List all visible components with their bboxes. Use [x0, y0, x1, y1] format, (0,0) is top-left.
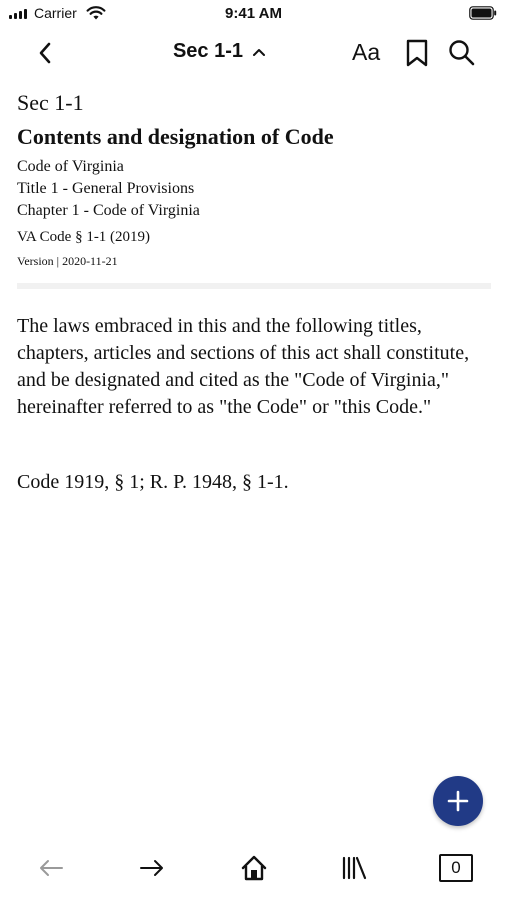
- chapter-line: Chapter 1 - Code of Virginia: [17, 202, 200, 219]
- back-button[interactable]: [30, 38, 60, 68]
- section-history: Code 1919, § 1; R. P. 1948, § 1-1.: [17, 471, 289, 493]
- font-size-button[interactable]: Aa: [352, 39, 381, 65]
- title-line: Title 1 - General Provisions: [17, 180, 195, 197]
- nav-bar: [0, 28, 507, 78]
- carrier-label: Carrier: [34, 5, 77, 21]
- library-button[interactable]: [334, 850, 374, 886]
- home-button[interactable]: [234, 850, 274, 886]
- section-heading: Contents and designation of Code: [17, 124, 334, 149]
- citation: VA Code § 1-1 (2019): [17, 229, 151, 245]
- status-time: 9:41 AM: [225, 5, 282, 22]
- section-title-toggle[interactable]: [140, 40, 300, 63]
- code-name: Code of Virginia: [17, 158, 124, 175]
- version-label: Version | 2020-11-21: [17, 254, 118, 268]
- section-header: [17, 88, 492, 270]
- tabs-button[interactable]: [436, 850, 476, 886]
- bottom-toolbar: [0, 840, 507, 896]
- search-icon[interactable]: [447, 38, 477, 68]
- add-fab-button[interactable]: [433, 776, 483, 826]
- plus-icon: [447, 790, 469, 812]
- battery-icon: [469, 6, 497, 20]
- header-divider: [17, 283, 491, 289]
- section-id: Sec 1-1: [17, 90, 84, 115]
- home-icon: [240, 854, 268, 882]
- chevron-up-icon: [251, 46, 267, 58]
- history-back-button[interactable]: [31, 850, 71, 886]
- bookmark-icon[interactable]: [404, 38, 430, 68]
- arrow-right-icon: [139, 858, 165, 878]
- section-body: The laws embraced in this and the following titles, chapters, articles and sections of this act shall constitute, and be designated and cited as the "Code of Virginia," hereinafter referred to as "the Code" or "this Code.": [17, 315, 470, 418]
- history-forward-button[interactable]: [132, 850, 172, 886]
- tab-count: 0: [439, 854, 473, 882]
- nav-title: Sec 1-1: [172, 40, 244, 62]
- arrow-left-icon: [38, 858, 64, 878]
- status-bar: [0, 0, 507, 28]
- chevron-left-icon: [37, 41, 53, 65]
- library-icon: [339, 854, 369, 882]
